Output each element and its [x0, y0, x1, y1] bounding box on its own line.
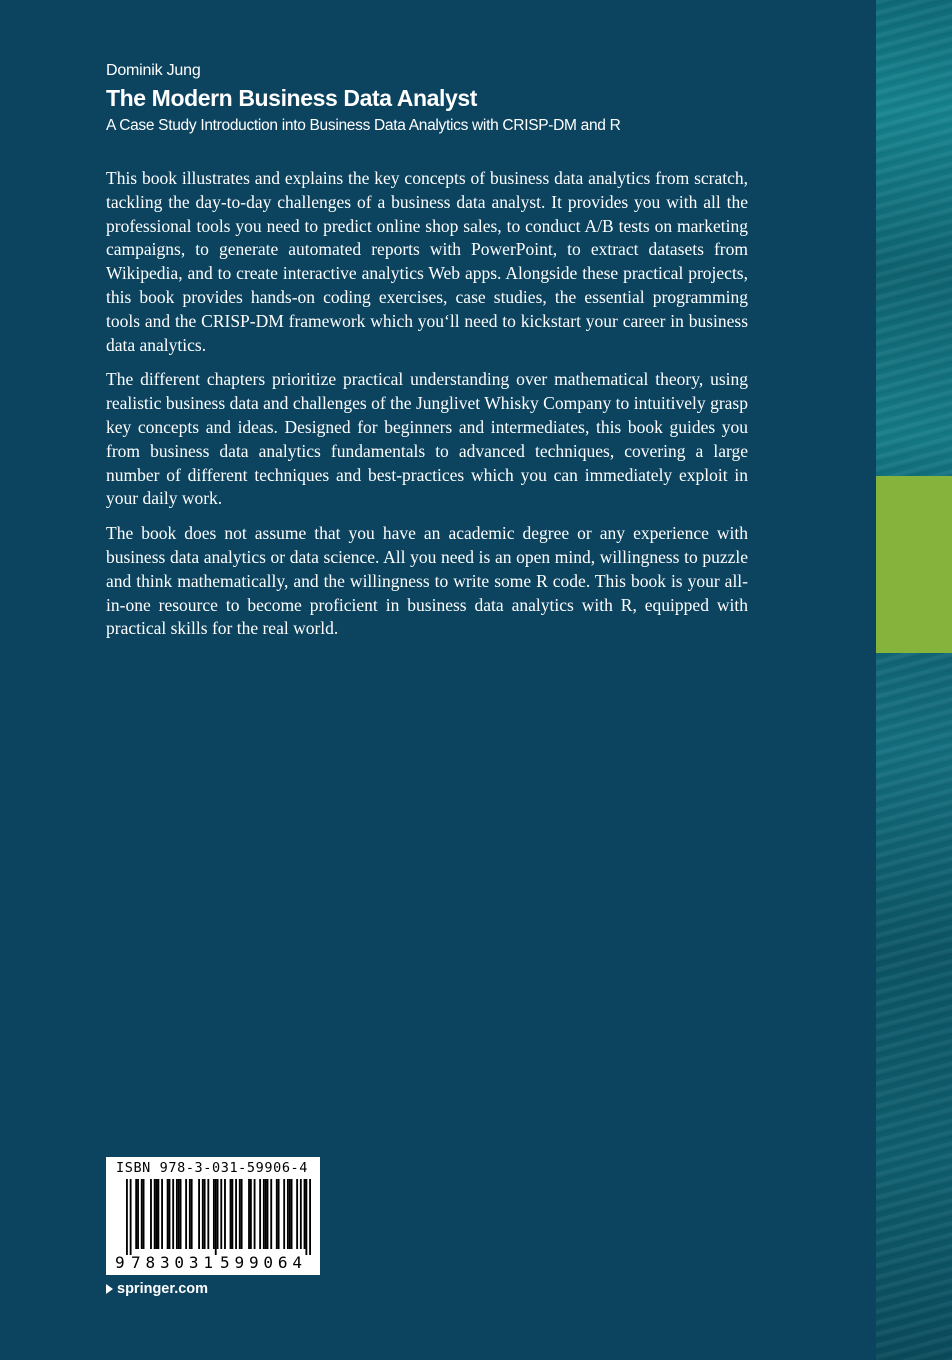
barcode-digit-prefix: 9: [115, 1253, 125, 1272]
isbn-number: ISBN 978-3-031-59906-4: [116, 1160, 309, 1176]
barcode-bar: [254, 1179, 256, 1249]
barcode-bars: [126, 1179, 311, 1255]
barcode-bar: [248, 1179, 250, 1249]
barcode-bar: [220, 1179, 222, 1249]
barcode-bar: [198, 1179, 200, 1249]
book-subtitle: A Case Study Introduction into Business Data Analytics with CRISP-DM and R: [106, 117, 621, 134]
barcode-bar: [250, 1179, 252, 1249]
book-header: [106, 60, 846, 138]
barcode-bar: [150, 1179, 152, 1249]
barcode-bar: [154, 1179, 156, 1249]
barcode-bar: [235, 1179, 237, 1249]
barcode-bar: [207, 1179, 209, 1249]
barcode-bar: [217, 1179, 219, 1249]
barcode-bar: [263, 1179, 265, 1249]
barcode-bar: [224, 1179, 226, 1249]
book-description: [106, 167, 748, 652]
barcode-bar: [239, 1179, 241, 1249]
barcode-bar: [278, 1179, 280, 1249]
accent-color-block: [876, 476, 952, 653]
barcode-bar: [137, 1179, 139, 1249]
barcode-bar: [296, 1179, 298, 1249]
barcode-bar: [276, 1179, 278, 1249]
barcode-bar: [289, 1179, 291, 1249]
book-title: The Modern Business Data Analyst: [106, 85, 478, 111]
barcode-bar: [178, 1179, 180, 1249]
description-paragraph: This book illustrates and explains the key concepts of business data analytics from scratch, tackling the day-to-day challenges of a business data analyst. It provides you with all the professional tools you need to predict online shop sales, to conduct A/B tests on marketing campaigns, to generate automated reports with PowerPoint, to extract datasets from Wikipedia, and to create interactive analytics Web apps. Alongside these practical projects, this book provides hands-on coding exercises, case studies, the essential programming tools and the CRISP-DM framework which you‘ll need to kickstart your career in business data analytics.: [106, 168, 748, 355]
barcode-bar: [287, 1179, 289, 1249]
barcode-bar: [300, 1179, 302, 1249]
barcode-bar: [265, 1179, 267, 1249]
barcode-bar: [141, 1179, 143, 1249]
barcode-bar: [176, 1179, 178, 1249]
cover-edge-texture: [876, 0, 952, 1360]
barcode-bar: [309, 1179, 311, 1255]
arrow-right-icon: [106, 1284, 113, 1294]
website-label: springer.com: [117, 1281, 209, 1297]
barcode-bar: [169, 1179, 171, 1249]
barcode-digits-right: 599064: [220, 1253, 302, 1272]
barcode-bar: [230, 1179, 232, 1249]
isbn-barcode: [106, 1157, 320, 1275]
barcode-bar: [304, 1179, 306, 1249]
publisher-website-link[interactable]: [106, 1279, 208, 1299]
description-paragraph: The different chapters prioritize practical understanding over mathematical theory, using realistic business data and challenges of the Junglivet Whisky Company to intuitively grasp key concepts and ideas. Designed for beginners and intermediates, this book guides you from business data analytics fundamentals to advanced techniques, covering a large number of different techniques and best-practices which you can immediately exploit in your daily work.: [106, 369, 748, 509]
barcode-bar: [305, 1179, 307, 1255]
author-name: Dominik Jung: [106, 62, 201, 79]
barcode-bar: [161, 1179, 163, 1249]
barcode-bar: [204, 1179, 206, 1249]
barcode-bar: [241, 1179, 243, 1249]
barcode-bar: [202, 1179, 204, 1249]
barcode-bar: [259, 1179, 261, 1249]
barcode-bar: [283, 1179, 285, 1249]
barcode-bar: [126, 1179, 128, 1255]
barcode-bar: [291, 1179, 293, 1249]
barcode-bar: [213, 1179, 215, 1249]
barcode-bar: [185, 1179, 187, 1249]
barcode-bar: [157, 1179, 159, 1249]
description-paragraph: The book does not assume that you have an academic degree or any experience with business data analytics or data science. All you need is an open mind, willingness to puzzle and think mathematically, and the willingness to write some R code. This book is your all-in-one resource to become proficient in business data analytics with R, equipped with practical skills for the real world.: [106, 523, 748, 639]
barcode-bar: [130, 1179, 132, 1255]
barcode-bar: [180, 1179, 182, 1249]
barcode-bar: [189, 1179, 191, 1249]
barcode-bar: [270, 1179, 272, 1249]
barcode-bar: [172, 1179, 174, 1249]
barcode-bar: [167, 1179, 169, 1249]
barcode-bar: [143, 1179, 145, 1249]
barcode-bar: [191, 1179, 193, 1249]
barcode-bar: [215, 1179, 217, 1255]
barcode-digits-left: 783031: [131, 1253, 213, 1272]
barcode-bar: [231, 1179, 233, 1249]
barcode-bar: [267, 1179, 269, 1249]
barcode-bar: [156, 1179, 158, 1249]
barcode-bar: [135, 1179, 137, 1249]
